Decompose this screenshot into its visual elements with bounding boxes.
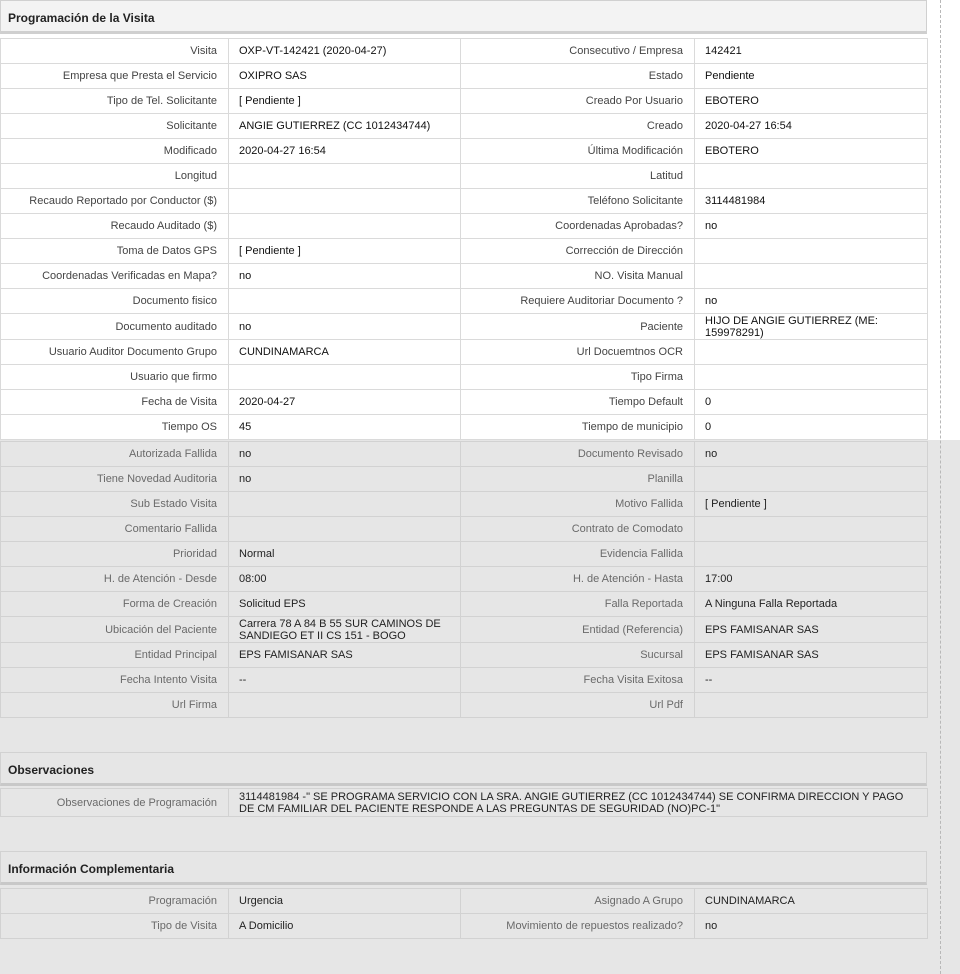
field-label-recaudo-reportado-por-conductor: Recaudo Reportado por Conductor ($)	[1, 189, 229, 214]
table-row	[1, 114, 928, 139]
field-label-documento-revisado: Documento Revisado	[461, 442, 695, 467]
table-row	[1, 542, 928, 567]
field-label-programacion: Programación	[1, 889, 229, 914]
field-label-recaudo-auditado: Recaudo Auditado ($)	[1, 214, 229, 239]
table-row	[1, 889, 928, 914]
table-row	[1, 668, 928, 693]
table-row	[1, 442, 928, 467]
field-label-asignado-a-grupo: Asignado A Grupo	[461, 889, 695, 914]
field-label-url-firma: Url Firma	[1, 693, 229, 718]
field-value-latitud	[695, 164, 928, 189]
field-value-planilla	[695, 467, 928, 492]
field-value-comentario-fallida	[229, 517, 461, 542]
field-label-entidad-referencia: Entidad (Referencia)	[461, 617, 695, 643]
field-value-tipo-de-tel-solicitante: [ Pendiente ]	[229, 89, 461, 114]
table-row	[1, 592, 928, 617]
field-value-prioridad: Normal	[229, 542, 461, 567]
field-value-recaudo-reportado-por-conductor	[229, 189, 461, 214]
field-value-h-de-atencion-hasta: 17:00	[695, 567, 928, 592]
field-label-solicitante: Solicitante	[1, 114, 229, 139]
table-row	[1, 239, 928, 264]
field-label-tipo-de-visita: Tipo de Visita	[1, 914, 229, 939]
table-row	[1, 415, 928, 440]
field-value-autorizada-fallida: no	[229, 442, 461, 467]
field-label-planilla: Planilla	[461, 467, 695, 492]
field-label-tipo-firma: Tipo Firma	[461, 365, 695, 390]
field-label-autorizada-fallida: Autorizada Fallida	[1, 442, 229, 467]
field-value-movimiento-de-repuestos-realizado: no	[695, 914, 928, 939]
field-value-tipo-firma	[695, 365, 928, 390]
table-row	[1, 467, 928, 492]
field-value-consecutivo-empresa: 142421	[695, 39, 928, 64]
table-row	[1, 914, 928, 939]
field-label-creado: Creado	[461, 114, 695, 139]
field-label-h-de-atencion-hasta: H. de Atención - Hasta	[461, 567, 695, 592]
field-label-evidencia-fallida: Evidencia Fallida	[461, 542, 695, 567]
scrollbar-guide	[940, 0, 941, 974]
section-header-programacion: Programación de la Visita	[0, 0, 927, 34]
field-value-usuario-auditor-documento-grupo: CUNDINAMARCA	[229, 340, 461, 365]
field-label-fecha-intento-visita: Fecha Intento Visita	[1, 668, 229, 693]
field-label-sub-estado-visita: Sub Estado Visita	[1, 492, 229, 517]
field-value-paciente: HIJO DE ANGIE GUTIERREZ (ME: 159978291)	[695, 314, 928, 340]
field-value-documento-auditado: no	[229, 314, 461, 340]
field-label-usuario-que-firmo: Usuario que firmo	[1, 365, 229, 390]
field-label-url-docuemtnos-ocr: Url Docuemtnos OCR	[461, 340, 695, 365]
field-value-asignado-a-grupo: CUNDINAMARCA	[695, 889, 928, 914]
field-label-paciente: Paciente	[461, 314, 695, 340]
field-value-empresa-que-presta-el-servicio: OXIPRO SAS	[229, 64, 461, 89]
field-label-forma-de-creacion: Forma de Creación	[1, 592, 229, 617]
table-row	[1, 340, 928, 365]
field-label-motivo-fallida: Motivo Fallida	[461, 492, 695, 517]
field-value-url-firma	[229, 693, 461, 718]
field-label-h-de-atencion-desde: H. de Atención - Desde	[1, 567, 229, 592]
field-value-evidencia-fallida	[695, 542, 928, 567]
field-value-creado-por-usuario: EBOTERO	[695, 89, 928, 114]
field-value-motivo-fallida: [ Pendiente ]	[695, 492, 928, 517]
section-header-observaciones: Observaciones	[0, 752, 927, 786]
observaciones-label: Observaciones de Programación	[1, 789, 229, 817]
complementaria-table	[0, 888, 928, 939]
observaciones-value: 3114481984 -" SE PROGRAMA SERVICIO CON LA SRA. ANGIE GUTIERREZ (CC 1012434744) SE CONFIRMA DIRECCION Y PAGO DE CM FAMILIAR DEL PACIENTE RESPONDE A LAS PREGUNTAS DE SEGURIDAD (NO)PC-1"	[229, 789, 928, 817]
field-value-coordenadas-aprobadas: no	[695, 214, 928, 239]
field-label-usuario-auditor-documento-grupo: Usuario Auditor Documento Grupo	[1, 340, 229, 365]
field-label-falla-reportada: Falla Reportada	[461, 592, 695, 617]
table-row	[1, 567, 928, 592]
programacion-table-top	[0, 38, 928, 440]
table-row	[1, 189, 928, 214]
field-value-tiempo-os: 45	[229, 415, 461, 440]
field-label-correccion-de-direccion: Corrección de Dirección	[461, 239, 695, 264]
field-label-movimiento-de-repuestos-realizado: Movimiento de repuestos realizado?	[461, 914, 695, 939]
field-label-ubicacion-del-paciente: Ubicación del Paciente	[1, 617, 229, 643]
table-row	[1, 314, 928, 340]
section-header-complementaria: Información Complementaria	[0, 851, 927, 885]
field-value-tiempo-de-municipio: 0	[695, 415, 928, 440]
table-row	[1, 39, 928, 64]
table-row	[1, 139, 928, 164]
table-row	[1, 517, 928, 542]
field-value-entidad-referencia: EPS FAMISANAR SAS	[695, 617, 928, 643]
table-row	[1, 643, 928, 668]
field-value-tiene-novedad-auditoria: no	[229, 467, 461, 492]
field-value-sucursal: EPS FAMISANAR SAS	[695, 643, 928, 668]
field-label-creado-por-usuario: Creado Por Usuario	[461, 89, 695, 114]
field-value-tipo-de-visita: A Domicilio	[229, 914, 461, 939]
field-label-entidad-principal: Entidad Principal	[1, 643, 229, 668]
field-value-requiere-auditoriar-documento: no	[695, 289, 928, 314]
field-label-documento-fisico: Documento fisico	[1, 289, 229, 314]
field-label-prioridad: Prioridad	[1, 542, 229, 567]
field-label-comentario-fallida: Comentario Fallida	[1, 517, 229, 542]
field-label-telefono-solicitante: Teléfono Solicitante	[461, 189, 695, 214]
field-value-fecha-visita-exitosa: --	[695, 668, 928, 693]
field-value-programacion: Urgencia	[229, 889, 461, 914]
table-row	[1, 214, 928, 239]
table-row	[1, 693, 928, 718]
table-row	[1, 492, 928, 517]
field-label-tiempo-os: Tiempo OS	[1, 415, 229, 440]
field-label-contrato-de-comodato: Contrato de Comodato	[461, 517, 695, 542]
table-row	[1, 789, 928, 817]
field-label-requiere-auditoriar-documento: Requiere Auditoriar Documento ?	[461, 289, 695, 314]
field-value-ultima-modificacion: EBOTERO	[695, 139, 928, 164]
field-label-empresa-que-presta-el-servicio: Empresa que Presta el Servicio	[1, 64, 229, 89]
table-row	[1, 289, 928, 314]
table-row	[1, 617, 928, 643]
field-label-coordenadas-verificadas-en-mapa: Coordenadas Verificadas en Mapa?	[1, 264, 229, 289]
field-value-entidad-principal: EPS FAMISANAR SAS	[229, 643, 461, 668]
field-value-coordenadas-verificadas-en-mapa: no	[229, 264, 461, 289]
field-value-sub-estado-visita	[229, 492, 461, 517]
field-value-fecha-intento-visita: --	[229, 668, 461, 693]
table-row	[1, 264, 928, 289]
field-label-toma-de-datos-gps: Toma de Datos GPS	[1, 239, 229, 264]
field-value-documento-revisado: no	[695, 442, 928, 467]
field-value-solicitante: ANGIE GUTIERREZ (CC 1012434744)	[229, 114, 461, 139]
field-value-recaudo-auditado	[229, 214, 461, 239]
field-value-url-pdf	[695, 693, 928, 718]
field-value-h-de-atencion-desde: 08:00	[229, 567, 461, 592]
field-value-falla-reportada: A Ninguna Falla Reportada	[695, 592, 928, 617]
field-label-documento-auditado: Documento auditado	[1, 314, 229, 340]
table-row	[1, 64, 928, 89]
field-value-contrato-de-comodato	[695, 517, 928, 542]
field-label-tiempo-de-municipio: Tiempo de municipio	[461, 415, 695, 440]
field-label-tiene-novedad-auditoria: Tiene Novedad Auditoria	[1, 467, 229, 492]
field-value-correccion-de-direccion	[695, 239, 928, 264]
field-label-tipo-de-tel-solicitante: Tipo de Tel. Solicitante	[1, 89, 229, 114]
field-label-modificado: Modificado	[1, 139, 229, 164]
field-value-usuario-que-firmo	[229, 365, 461, 390]
field-value-telefono-solicitante: 3114481984	[695, 189, 928, 214]
observaciones-table	[0, 788, 928, 817]
field-value-creado: 2020-04-27 16:54	[695, 114, 928, 139]
field-value-tiempo-default: 0	[695, 390, 928, 415]
field-label-visita: Visita	[1, 39, 229, 64]
field-label-fecha-visita-exitosa: Fecha Visita Exitosa	[461, 668, 695, 693]
field-value-forma-de-creacion: Solicitud EPS	[229, 592, 461, 617]
table-row	[1, 390, 928, 415]
field-value-no-visita-manual	[695, 264, 928, 289]
field-label-coordenadas-aprobadas: Coordenadas Aprobadas?	[461, 214, 695, 239]
table-row	[1, 89, 928, 114]
field-label-consecutivo-empresa: Consecutivo / Empresa	[461, 39, 695, 64]
field-label-ultima-modificacion: Última Modificación	[461, 139, 695, 164]
table-row	[1, 365, 928, 390]
programacion-table-bottom	[0, 441, 928, 718]
field-value-estado: Pendiente	[695, 64, 928, 89]
field-label-no-visita-manual: NO. Visita Manual	[461, 264, 695, 289]
field-value-visita: OXP-VT-142421 (2020-04-27)	[229, 39, 461, 64]
field-label-longitud: Longitud	[1, 164, 229, 189]
field-value-ubicacion-del-paciente: Carrera 78 A 84 B 55 SUR CAMINOS DE SANDIEGO ET II CS 151 - BOGO	[229, 617, 461, 643]
field-value-fecha-de-visita: 2020-04-27	[229, 390, 461, 415]
field-label-estado: Estado	[461, 64, 695, 89]
field-label-latitud: Latitud	[461, 164, 695, 189]
field-label-url-pdf: Url Pdf	[461, 693, 695, 718]
table-row	[1, 164, 928, 189]
field-value-toma-de-datos-gps: [ Pendiente ]	[229, 239, 461, 264]
field-value-longitud	[229, 164, 461, 189]
field-value-modificado: 2020-04-27 16:54	[229, 139, 461, 164]
field-label-fecha-de-visita: Fecha de Visita	[1, 390, 229, 415]
field-value-url-docuemtnos-ocr	[695, 340, 928, 365]
field-value-documento-fisico	[229, 289, 461, 314]
field-label-sucursal: Sucursal	[461, 643, 695, 668]
field-label-tiempo-default: Tiempo Default	[461, 390, 695, 415]
